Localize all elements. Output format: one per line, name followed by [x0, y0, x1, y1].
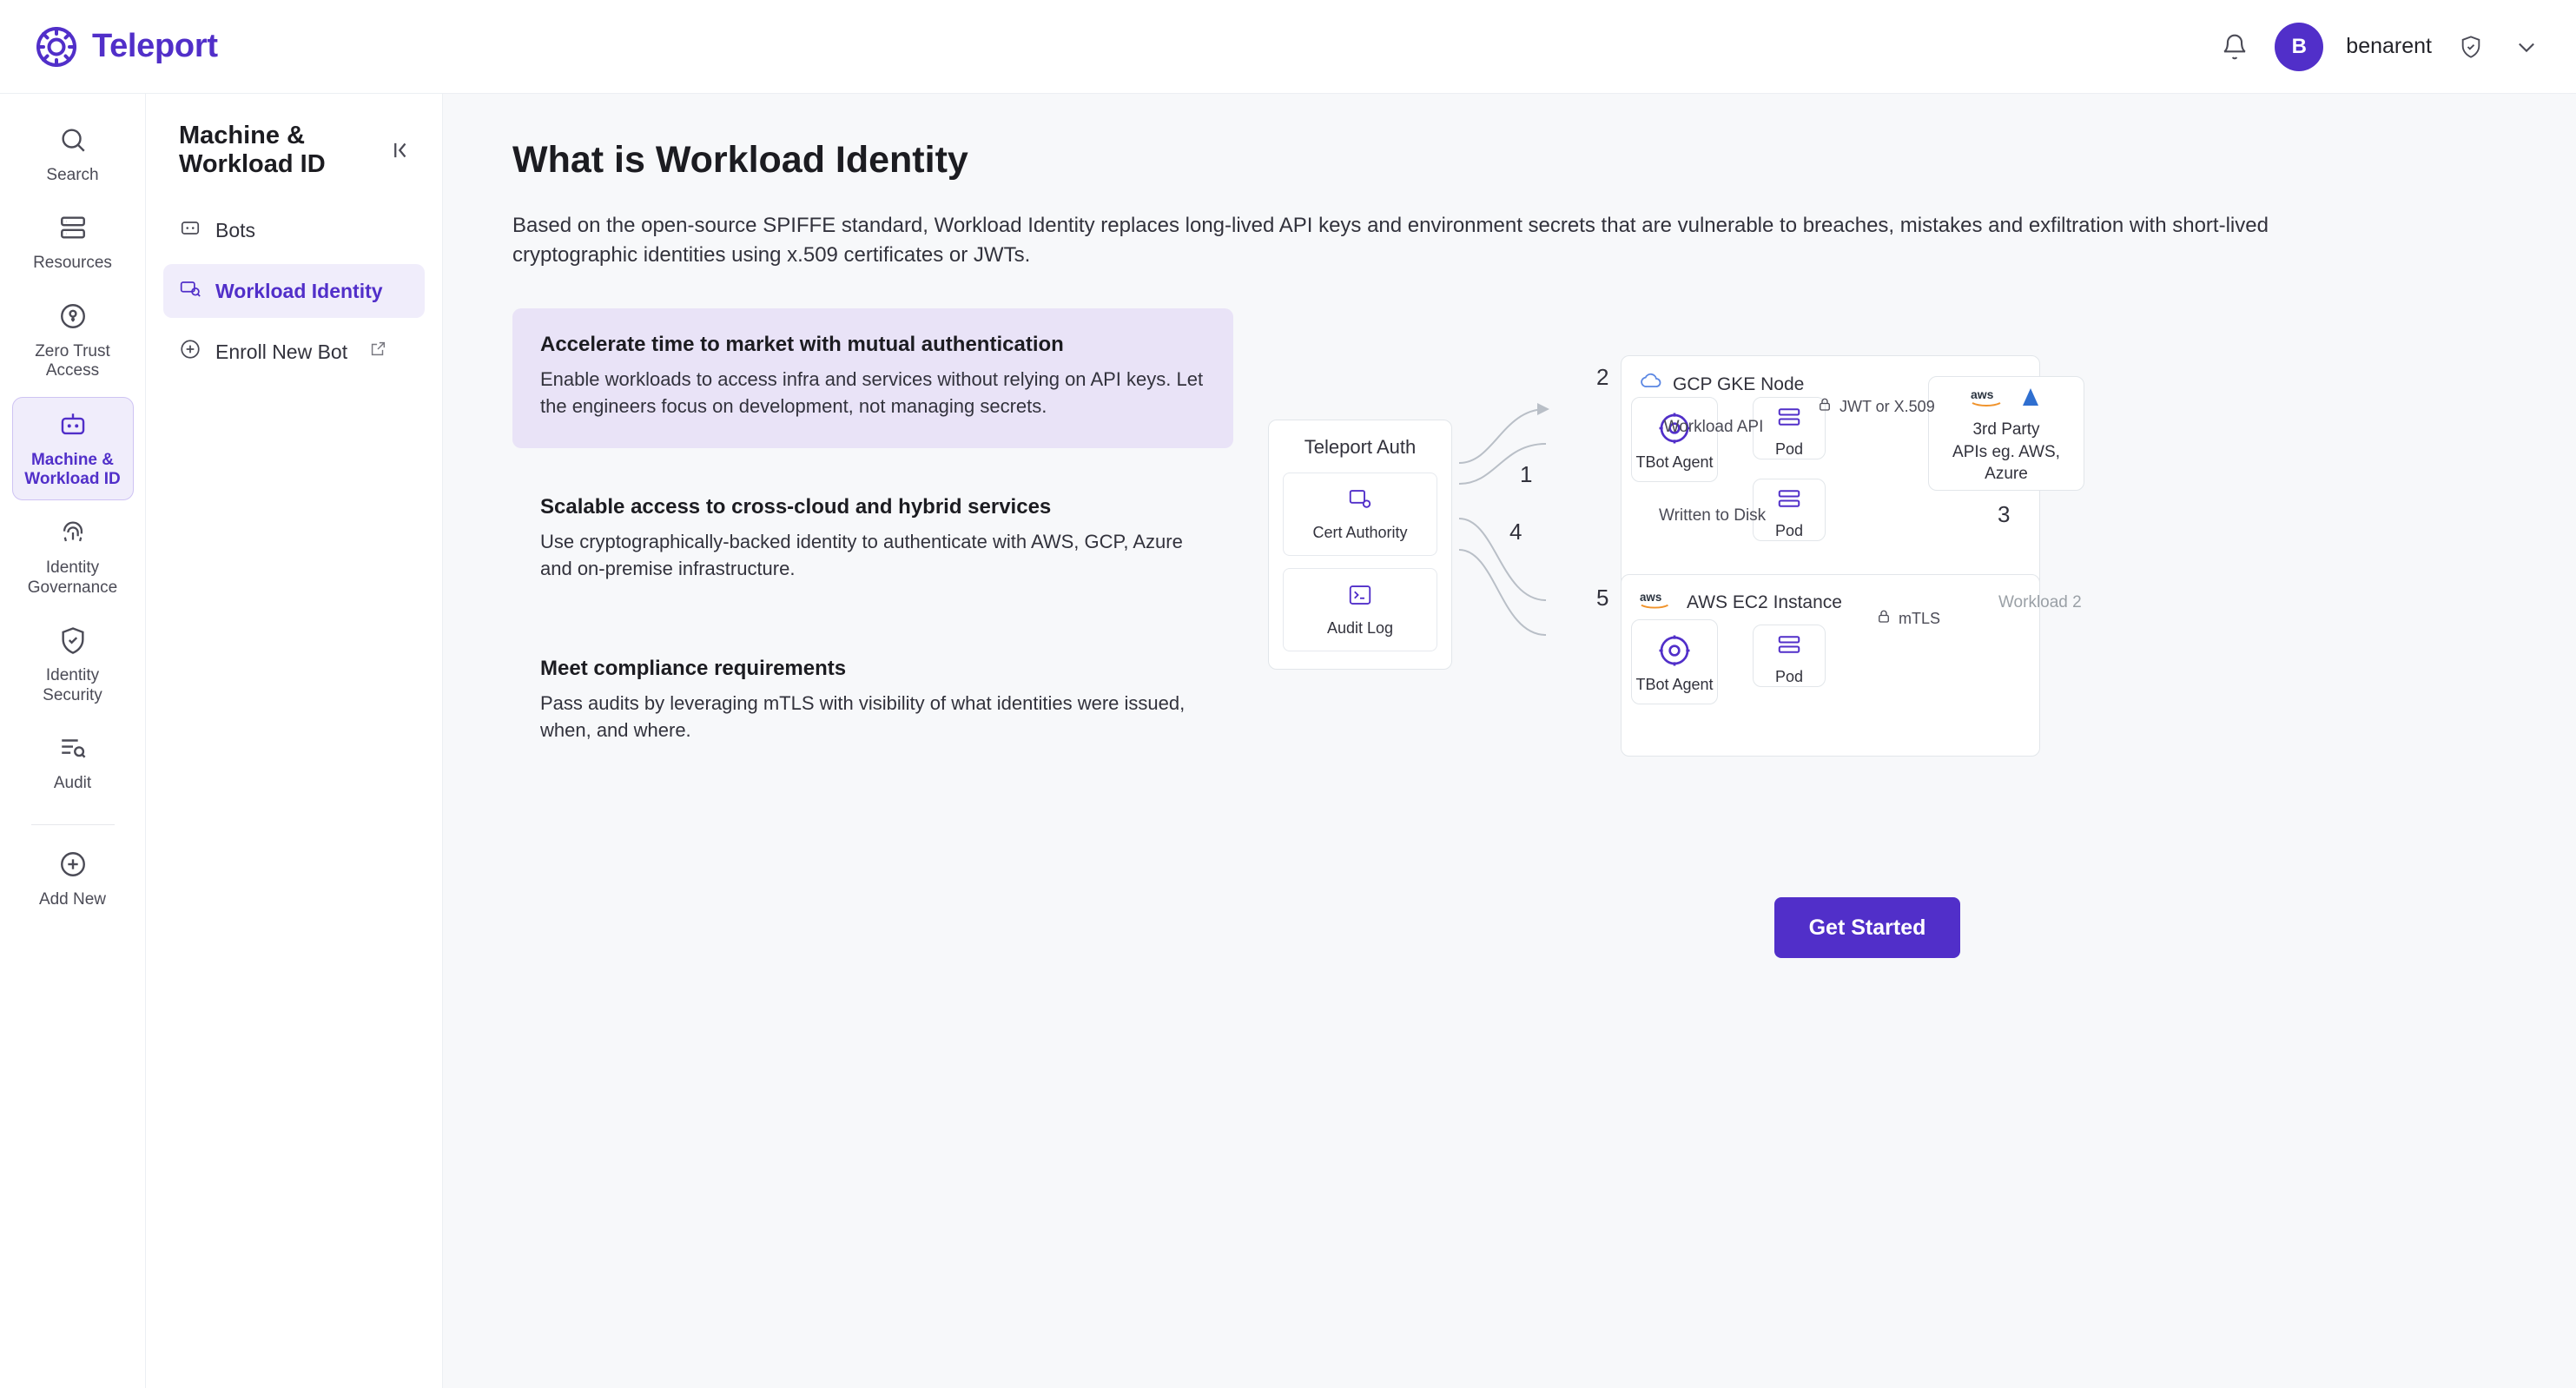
aws-ec2-instance-header	[1640, 590, 2082, 616]
sidebar-item-label: Zero Trust Access	[35, 341, 110, 380]
sidebar-item-label: Search	[46, 166, 99, 184]
robot-icon	[58, 410, 88, 444]
sidebar-item-label: Resources	[33, 254, 112, 273]
panel-item-bots[interactable]	[163, 203, 425, 257]
shield-check-icon	[2454, 30, 2487, 63]
feature-card	[512, 471, 1233, 610]
secondary-panel	[146, 94, 443, 1388]
aws-icon	[1971, 387, 2009, 413]
divider	[31, 824, 115, 825]
key-lock-icon	[58, 301, 88, 335]
panel-item-label: Enroll New Bot	[215, 340, 348, 363]
sidebar-item-machine-workload-id[interactable]	[12, 397, 134, 501]
audit-log-node	[1283, 568, 1437, 651]
third-party-line-1: 3rd Party	[1972, 420, 2040, 440]
jwt-x509-label: JWT or X.509	[1840, 398, 1935, 416]
workload-identity-diagram	[1268, 314, 2467, 887]
list-search-icon	[58, 733, 88, 767]
pod-icon	[1769, 479, 1809, 517]
cert-authority-label: Cert Authority	[1312, 524, 1408, 542]
ec2-tbot-agent-node	[1631, 619, 1718, 704]
feature-heading: Meet compliance requirements	[540, 657, 847, 681]
pod-icon	[1769, 398, 1809, 435]
step-number-5: 5	[1596, 585, 1609, 611]
topbar-right	[2217, 23, 2543, 71]
sidebar-item-label: Audit	[53, 774, 92, 793]
sidebar-item-label: Add New	[38, 890, 107, 909]
avatar[interactable]: B	[2275, 23, 2323, 71]
jwt-x509-tag	[1817, 397, 1935, 417]
step-number-3: 3	[1998, 501, 2011, 528]
nav-rail	[0, 94, 146, 1388]
plus-circle-icon	[179, 338, 201, 366]
panel-title: Machine & Workload ID	[179, 122, 326, 178]
page-title: What is Workload Identity	[512, 139, 968, 181]
chevron-down-icon[interactable]	[2510, 30, 2543, 63]
content-row	[512, 308, 2524, 958]
diagram-column	[1268, 308, 2467, 958]
gke-pod-top-label: Pod	[1774, 440, 1804, 459]
teleport-logo-icon	[36, 27, 76, 67]
feature-body: Use cryptographically-backed identity to authenticate with AWS, GCP, Azure and on-premise infrastructure.	[540, 530, 1183, 579]
external-link-icon	[368, 340, 387, 364]
teleport-auth-title: Teleport Auth	[1304, 436, 1417, 459]
sidebar-item-zero-trust-access[interactable]	[12, 289, 134, 392]
aws-ec2-instance-title: AWS EC2 Instance	[1687, 592, 1842, 613]
cta-container	[1268, 897, 2467, 958]
certificate-icon	[1347, 486, 1373, 517]
panel-item-workload-identity[interactable]	[163, 264, 425, 318]
server-icon	[58, 213, 88, 247]
feature-list	[512, 308, 1233, 778]
fingerprint-icon	[58, 518, 88, 552]
brand-name: Teleport	[92, 28, 218, 64]
step-number-4: 4	[1509, 519, 1522, 545]
get-started-button[interactable]: Get Started	[1774, 897, 1961, 958]
bots-icon	[179, 216, 201, 244]
main-content	[443, 94, 2576, 1388]
svg-text:aws: aws	[1971, 387, 1994, 402]
sidebar-item-label: Identity Security	[43, 666, 102, 704]
intro-paragraph: Based on the open-source SPIFFE standard, Workload Identity replaces long-lived API keys and environment secrets that are vulnerable to breaches, mistakes and exfiltration with short-lived cryptographic identities using x.509 certificates or JWTs.	[512, 214, 2269, 268]
sidebar-item-identity-governance[interactable]	[12, 506, 134, 608]
workload-identity-icon	[179, 277, 201, 305]
ec2-pod-node	[1753, 625, 1826, 687]
cert-authority-node	[1283, 473, 1437, 556]
feature-card	[512, 632, 1233, 771]
username-label: benarent	[2346, 34, 2432, 58]
step-number-1: 1	[1520, 461, 1533, 488]
aws-icon	[1640, 590, 1676, 616]
gcp-icon	[1640, 373, 1662, 397]
step-number-2: 2	[1596, 364, 1609, 391]
panel-item-label: Bots	[215, 218, 256, 241]
sidebar-item-add-new[interactable]	[12, 837, 134, 920]
feature-heading: Scalable access to cross-cloud and hybrid services	[540, 494, 1052, 519]
plus-circle-icon	[58, 849, 88, 883]
brand[interactable]	[36, 27, 218, 67]
mtls-label: mTLS	[1899, 610, 1941, 628]
sidebar-item-label: Machine & Workload ID	[24, 450, 121, 489]
gke-tbot-agent-label: TBot Agent	[1635, 453, 1714, 471]
edge-label-workload-api: Workload API	[1663, 418, 1764, 437]
feature-body: Pass audits by leveraging mTLS with visibility of what identities were issued, when, and where.	[540, 692, 1186, 742]
gcp-gke-node-title: GCP GKE Node	[1673, 374, 1805, 395]
lock-icon	[1876, 609, 1892, 629]
pod-icon	[1769, 625, 1809, 663]
third-party-line-3: Azure	[1985, 465, 2028, 484]
third-party-line-2: APIs eg. AWS,	[1952, 442, 2060, 461]
panel-item-label: Workload Identity	[215, 279, 383, 302]
terminal-icon	[1347, 582, 1373, 612]
azure-icon	[2019, 387, 2042, 413]
feature-body: Enable workloads to access infra and services without relying on API keys. Let the engineers focus on development, not managing secrets.	[540, 368, 1204, 418]
body	[0, 94, 2576, 1388]
svg-text:aws: aws	[1640, 591, 1662, 605]
sidebar-item-audit[interactable]	[12, 721, 134, 803]
teleport-auth-card	[1268, 420, 1452, 670]
mtls-tag	[1876, 609, 1940, 629]
audit-log-label: Audit Log	[1326, 619, 1394, 638]
bell-icon[interactable]	[2217, 30, 2252, 64]
gke-tbot-agent-node	[1631, 397, 1718, 482]
third-party-apis-content	[1928, 387, 2084, 486]
panel-item-enroll-new-bot[interactable]	[163, 325, 425, 379]
top-bar	[0, 0, 2576, 94]
search-icon	[58, 125, 88, 159]
edge-label-written-to-disk: Written to Disk	[1659, 506, 1767, 525]
collapse-left-icon[interactable]	[390, 135, 416, 165]
sidebar-item-identity-security[interactable]	[12, 613, 134, 716]
ec2-tbot-agent-label: TBot Agent	[1635, 675, 1714, 693]
sidebar-item-label: Identity Governance	[27, 559, 118, 597]
lock-icon	[1817, 397, 1833, 417]
ec2-pod-label: Pod	[1774, 668, 1804, 686]
workload-2-badge: Workload 2	[1998, 593, 2082, 612]
sidebar-item-search[interactable]	[12, 113, 134, 195]
tbot-agent-icon	[1655, 631, 1694, 671]
shield-icon	[58, 625, 88, 659]
gke-pod-bottom-label: Pod	[1774, 522, 1804, 540]
feature-heading: Accelerate time to market with mutual authentication	[540, 333, 1064, 357]
feature-card	[512, 308, 1233, 447]
sidebar-item-resources[interactable]	[12, 201, 134, 283]
panel-header	[163, 116, 425, 179]
